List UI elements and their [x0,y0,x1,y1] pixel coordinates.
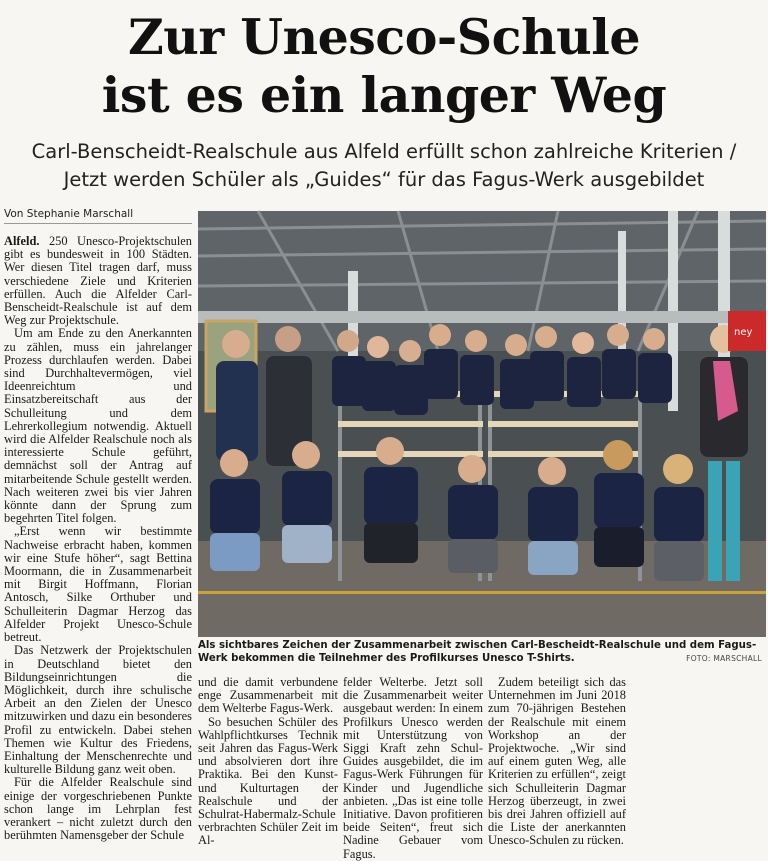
paragraph: Um am Ende zu den Anerkannten zu zählen, muss ein jahrelanger Prozess durchlaufen werden. Dabei sind Durchhaltevermögen, viel Ideenreichtum und Einsatzbereitschaft aus der Schulleitung und dem Lehrerkollegium notwendig. Aktuell wird die Alfelder Realschule noch als interessierte Schule geführt, demnächst soll der Antrag auf mitarbeitende Schule gestellt werden. Nach weiteren zwei bis vier Jahren könnte dann der Sprung zum begehrten Titel folgen. [4,326,192,526]
paragraph: Das Netzwerk der Projektschulen in Deutschland bietet den Bildungseinrichtungen die Möglichkeit, durch ihre schulische Arbeit an den Zielen der Unesco mitzuwirken und dazu ein besonderes Profil zu entwickeln. Dabei stehen Themen wie Kultur des Friedens, Einhaltung der Menschenrechte und kulturelle Bildung ganz weit oben. [4,643,192,777]
paragraph: Für die Alfelder Realschule sind einige der vorgeschriebenen Punkte schon lange im Lehrplan fest verankert – nicht zuletzt durch den berühmten Namensgeber der Schule [4,775,192,843]
paragraph: und die damit verbundene enge Zusammenarbeit mit dem Welterbe Fagus-Werk. [198,675,338,716]
byline: Von Stephanie Marschall [4,208,192,224]
paragraph-text: 250 Unesco-Projektschulen gibt es bundesweit in 100 Städten. Wer diesen Titel tragen darf, muss verschiedene Ziele und Kriterien erfüllen. Auch die Alfelder Carl-Benscheidt-Realschule ist auf dem Weg zur Projektschule. [4,234,192,328]
dateline: Alfeld. [4,234,40,248]
group-photo [198,211,766,637]
subhead-line-2: Jetzt werden Schüler als „Guides“ für das Fagus-Werk ausgebildet [63,168,705,191]
photo-caption: Als sichtbares Zeichen der Zusammenarbeit zwischen Carl-Bescheidt-Realschule und dem Fagus-Werk bekommen die Teilnehmer des Profilkurses Unesco T-Shirts. [198,640,757,664]
sign-text: ney [734,327,753,338]
headline [0,8,768,124]
article-column-2 [198,675,338,848]
article-column-3 [343,675,483,861]
paragraph [4,235,192,327]
subhead-line-1: Carl-Benscheidt-Realschule aus Alfeld erfüllt schon zahlreiche Kriterien / [31,140,737,163]
subheadline [0,138,768,194]
article-column-4 [488,675,626,848]
headline-line-1: Zur Unesco-Schule [127,8,640,66]
paragraph: felder Welterbe. Jetzt soll die Zusammenarbeit weiter ausgebaut werden: In einem Profilkurs Unesco werden mit Unterstützung von Siggi Kraft zehn Schul-Guides ausgebildet, die im Fagus-Werk Führungen für Kinder und Jugendliche anbieten. „Das ist eine tolle Initiative. Davon profitieren beide Seiten“, freut sich Nadine Gebauer vom Fagus. [343,675,483,861]
article-column-1 [4,234,192,843]
headline-line-2: ist es ein langer Weg [101,66,667,124]
photo-credit: FOTO: MARSCHALL [686,654,762,663]
paragraph: „Erst wenn wir bestimmte Nachweise erbracht haben, kommen wir eine Stufe höher“, sagt Bettina Moormann, die in Zusammenarbeit mit Birgit Hoffmann, Florian Antosch, Silke Orthuber und Schulleiterin Dagmar Herzog das Alfelder Projekt Unesco-Schule betreut. [4,524,192,645]
paragraph: Zudem beteiligt sich das Unternehmen im Juni 2018 zum 70-jährigen Bestehen der Realschule mit einem Workshop an der Projektwoche. „Wir sind auf einem guten Weg, alle Kriterien zu erfüllen“, zeigt sich Schulleiterin Dagmar Herzog überzeugt, in zwei bis drei Jahren offiziell auf die Liste der anerkannten Unesco-Schulen zu rücken. [488,675,626,848]
paragraph: So besuchen Schüler des Wahlpflichtkurses Technik seit Jahren das Fagus-Werk und absolvieren dort ihre Praktika. Bei den Kunst- und Kulturtagen der Realschule und der Schulrat-Habermalz-Schule verbrachten Schüler Zeit im Al- [198,714,338,848]
photo-illustration [198,211,766,637]
